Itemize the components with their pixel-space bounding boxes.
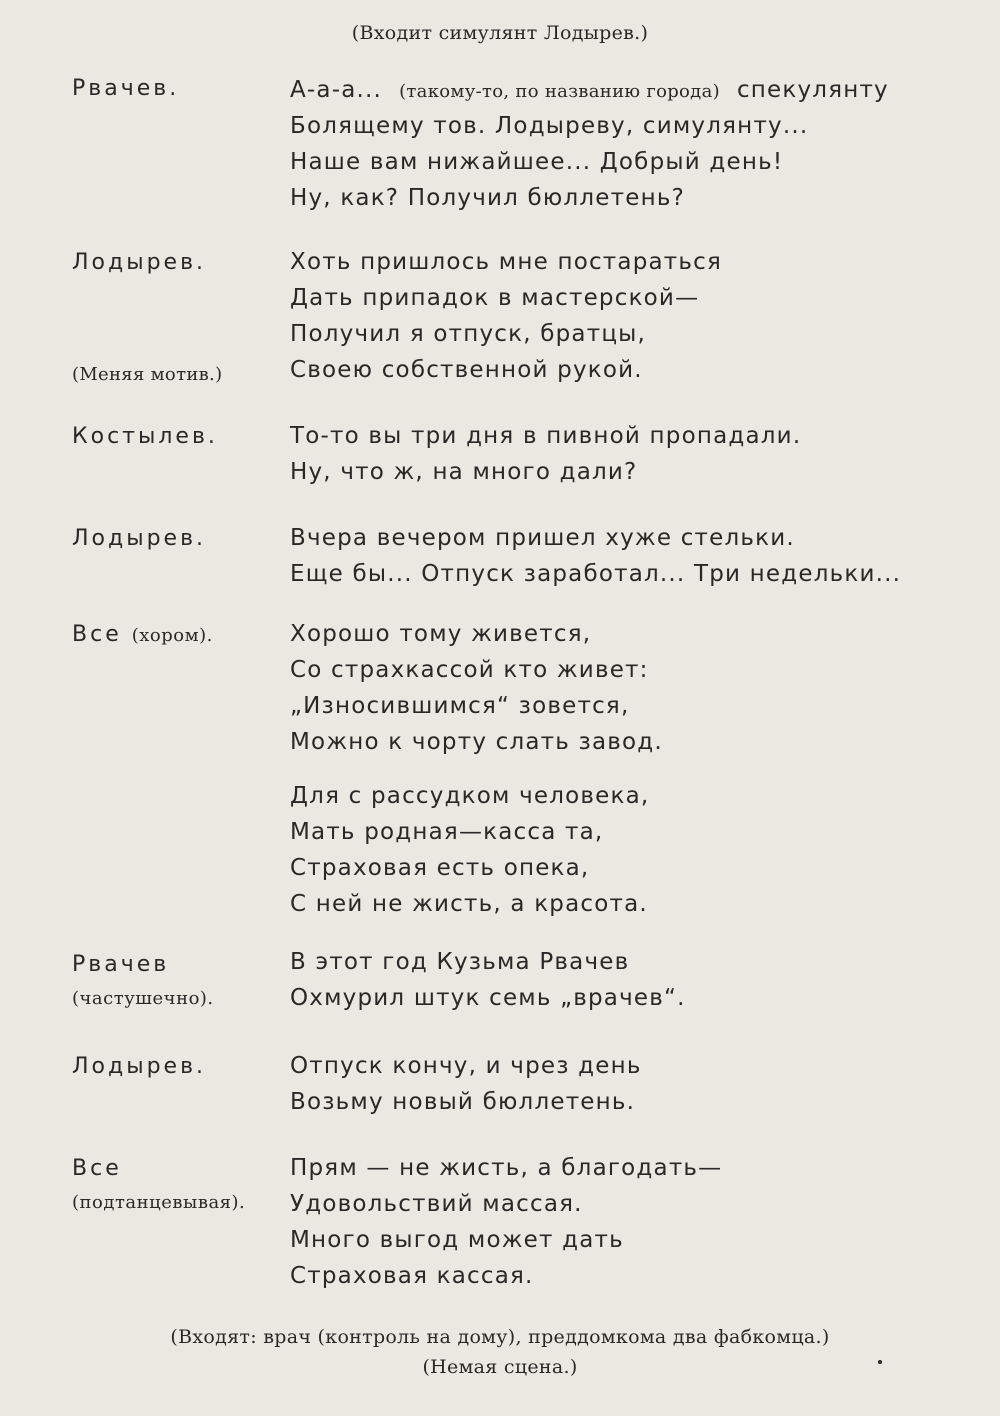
verse-line: Охмурил штук семь „врачев“. [290, 985, 686, 1011]
verse-line: Ну, что ж, на много дали? [290, 459, 638, 485]
verse-text: А-а-а... [290, 77, 383, 103]
speaker-name: Лодырев. [72, 250, 207, 275]
speaker-name [72, 1152, 245, 1220]
verse-lines [290, 944, 686, 1016]
verse-line: Можно к чорту слать завод. [290, 729, 663, 755]
verse-lines [290, 520, 901, 592]
verse-line: Получил я отпуск, братцы, [290, 321, 647, 347]
verse-line: Своею собственной рукой. [290, 357, 643, 383]
verse-line: В этот год Кузьма Рвачев [290, 949, 630, 975]
stage-direction-mute-scene: (Немая сцена.) [422, 1356, 578, 1378]
speaker-name [72, 948, 214, 1016]
verse-line: Страховая есть опека, [290, 855, 590, 881]
verse-line: Возьму новый бюллетень. [290, 1089, 636, 1115]
verse-line: Со страхкассой кто живет: [290, 657, 649, 683]
verse-lines [290, 1150, 722, 1294]
verse-line: Для с рассудком человека, [290, 783, 650, 809]
verse-line: С ней не жисть, а красота. [290, 891, 648, 917]
speaker-name: Рвачев. [72, 76, 180, 101]
verse-line: Страховая кассая. [290, 1263, 534, 1289]
verse-line: „Износившимся“ зовется, [290, 693, 630, 719]
ink-speck [878, 1360, 882, 1364]
verse-lines [290, 418, 801, 490]
inline-stage-note: (такому-то, по названию города) [399, 81, 720, 102]
verse-line: Удовольствий массая. [290, 1191, 583, 1217]
speaker-note: (хором). [131, 625, 213, 646]
verse-lines [290, 72, 889, 216]
verse-line: Хоть пришлось мне постараться [290, 249, 723, 275]
verse-lines [290, 616, 663, 760]
speaker-name [72, 618, 213, 653]
speaker-note: (частушечно). [72, 988, 214, 1009]
verse-line: Отпуск кончу, и чрез день [290, 1053, 642, 1079]
stage-direction-entrance: (Входит симулянт Лодырев.) [351, 22, 649, 44]
verse-line [290, 72, 889, 108]
verse-line: Болящему тов. Лодыреву, симулянту... [290, 113, 809, 139]
verse-line: Много выгод может дать [290, 1227, 624, 1253]
speaker-name: Костылев. [72, 424, 218, 449]
verse-line: Вчера вечером пришел хуже стельки. [290, 525, 795, 551]
verse-lines [290, 244, 722, 388]
verse-line: Прям — не жисть, а благодать— [290, 1155, 723, 1181]
speaker-label: Все [72, 622, 122, 647]
verse-line: Ну, как? Получил бюллетень? [290, 185, 685, 211]
speaker-note: (подтанцевывая). [72, 1192, 246, 1213]
stage-note: (Меняя мотив.) [72, 364, 223, 385]
verse-text: спекулянту [736, 77, 889, 103]
verse-lines [290, 1048, 642, 1120]
speaker-label: Все [72, 1156, 122, 1181]
verse-line: Еще бы... Отпуск заработал... Три недельки... [290, 561, 902, 587]
verse-line: Дать припадок в мастерской— [290, 285, 700, 311]
verse-line: То-то вы три дня в пивной пропадали. [290, 423, 802, 449]
verse-line: Хорошо тому живется, [290, 621, 592, 647]
speaker-name: Лодырев. [72, 526, 207, 551]
speaker-label: Рвачев [72, 952, 170, 977]
speaker-name: Лодырев. [72, 1054, 207, 1079]
verse-lines-stanza-2 [290, 778, 649, 922]
verse-line: Мать родная—касса та, [290, 819, 604, 845]
stage-direction-entrance-doctor: (Входят: врач (контроль на дому), преддомкома два фабкомца.) [170, 1326, 830, 1348]
verse-line: Наше вам нижайшее... Добрый день! [290, 149, 784, 175]
